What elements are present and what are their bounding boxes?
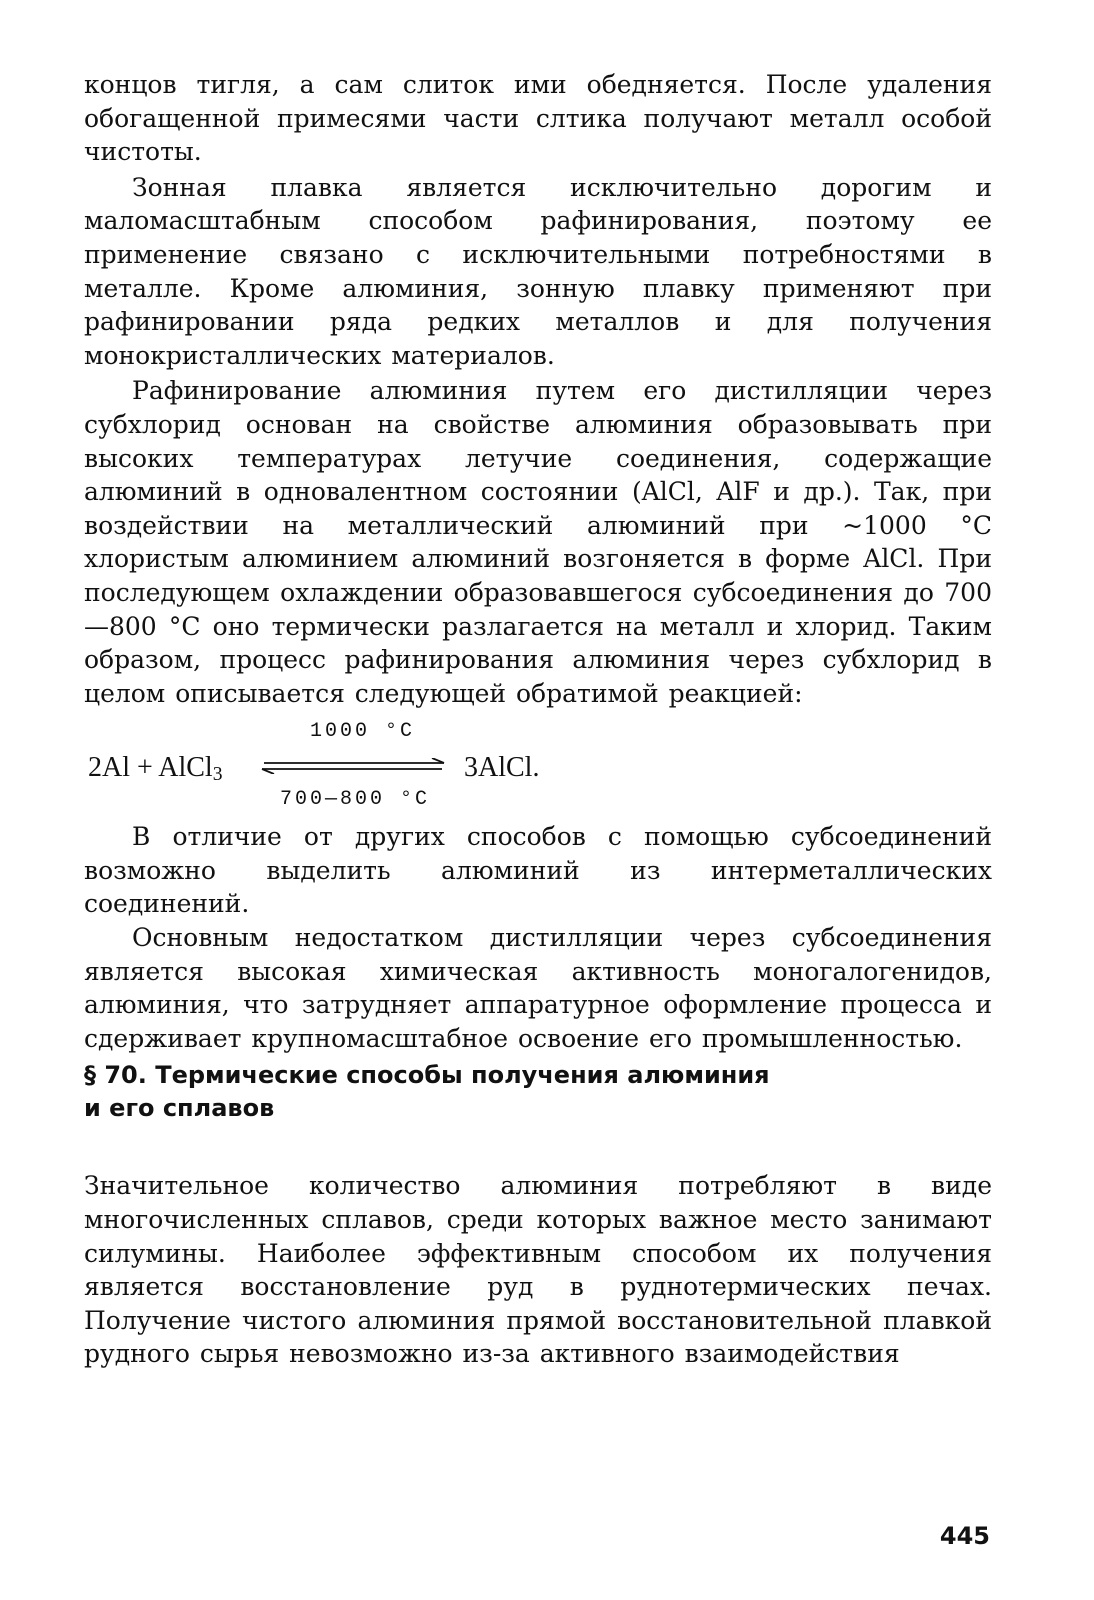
reaction-condition-forward: 1000 °C	[310, 720, 416, 744]
page-body	[84, 68, 992, 1371]
page-number: 445	[939, 1522, 990, 1550]
paragraph-2: Зонная плавка является исключительно дорогим и маломасштабным способом рафинирования, поэтому ее применение связано с исключительными потребностями в металле. Кроме алюминия, зонную плавку применяют при рафинировании ряда редких металлов и для получения монокристаллических материалов.	[84, 172, 992, 370]
section-heading-line-2: и его сплавов	[84, 1094, 275, 1123]
reaction-reactants-main: 2Al + AlCl	[88, 752, 213, 784]
paragraph-3: Рафинирование алюминия путем его дистилляции через субхлорид основан на свойстве алюминия образовывать при высоких температурах летучие соединения, содержащие алюминий в одновалентном состоянии (AlCl, AlF и др.). Так, при воздействии на металлический алюминий при ~1000 °C хлористым алюминием алюминий возгоняется в форме AlCl. При последующем охлаждении образовавшегося субсоединения до 700—800 °C оно термически разлагается на металл и хлорид. Таким образом, процесс рафинирования алюминия через субхлорид в целом описывается следующей обратимой реакцией:	[84, 376, 992, 708]
reaction-subscript: 3	[212, 764, 223, 786]
section-heading	[84, 1059, 992, 1125]
paragraph-6: Значительное количество алюминия потребляют в виде многочисленных сплавов, среди которых важное место занимают силумины. Наиболее эффективным способом их получения является восстановление руд в руднотермических печах. Получение чистого алюминия прямой восстановительной плавкой рудного сырья невозможно из-за активного взаимодействия	[84, 1171, 992, 1369]
section-heading-line-1: § 70. Термические способы получения алюминия	[84, 1061, 770, 1090]
equilibrium-arrow-icon	[260, 758, 446, 774]
paragraph-4: В отличие от других способов с помощью субсоединений возможно выделить алюминий из интерметаллических соединений.	[84, 822, 992, 919]
reaction-product: 3AlCl.	[464, 752, 540, 784]
reaction-reactants	[88, 752, 223, 786]
paragraph-1: концов тигля, а сам слиток ими обедняется. После удаления обогащенной примесями части слтика получают металл особой чистоты.	[84, 70, 992, 167]
reaction-condition-reverse: 700—800 °C	[280, 788, 431, 812]
paragraph-5: Основным недостатком дистилляции через субсоединения является высокая химическая активность моногалогенидов, алюминия, что затрудняет аппаратурное оформление процесса и сдерживает крупномасштабное освоение его промышленностью.	[84, 923, 992, 1053]
chemical-reaction	[84, 716, 992, 820]
